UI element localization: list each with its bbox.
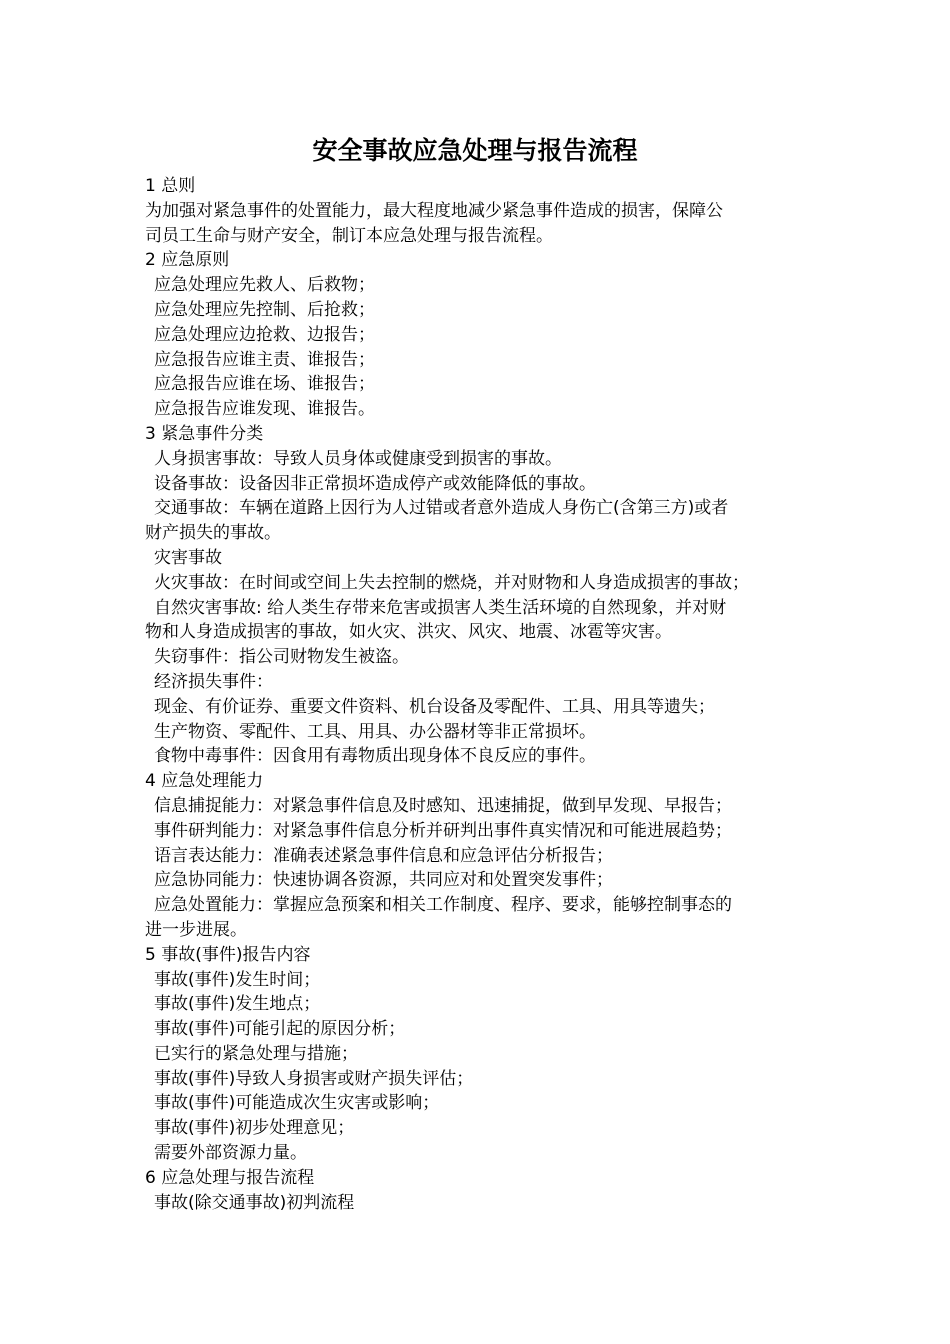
text-line: 1 总则 [145, 176, 196, 196]
text-line: 事故(事件)发生地点； [154, 994, 321, 1015]
text-line: 应急处置能力：掌握应急预案和相关工作制度、程序、要求，能够控制事态的 [154, 895, 732, 916]
text-line: 事故(事件)发生时间； [154, 969, 321, 990]
text-line: 事故(事件)导致人身损害或财产损失评估； [154, 1068, 474, 1089]
text-line: 6 应急处理与报告流程 [145, 1167, 315, 1188]
text-line: 事故(事件)可能引起的原因分析； [154, 1019, 406, 1040]
text-line: 经济损失事件： [154, 671, 273, 692]
text-line: 事故(事件)可能造成次生灾害或影响； [154, 1093, 440, 1114]
text-line: 应急报告应谁发现、谁报告。 [154, 399, 375, 420]
text-line: 应急处理应边抢救、边报告； [154, 324, 375, 345]
text-line: 应急处理应先救人、后救物； [154, 275, 375, 296]
text-line: 已实行的紧急处理与措施； [154, 1043, 358, 1064]
text-line: 需要外部资源力量。 [154, 1143, 307, 1164]
text-line: 自然灾害事故: 给人类生存带来危害或损害人类生活环境的自然现象，并对财 [154, 597, 727, 618]
text-line: 火灾事故：在时间或空间上失去控制的燃烧，并对财物和人身造成损害的事故； [154, 572, 749, 593]
text-line: 事故(事件)初步处理意见； [154, 1118, 355, 1139]
text-line: 事故(除交通事故)初判流程 [154, 1192, 355, 1213]
text-line: 应急协同能力：快速协调各资源，共同应对和处置突发事件； [154, 870, 613, 891]
text-line: 设备事故：设备因非正常损坏造成停产或效能降低的事故。 [154, 473, 596, 494]
text-line: 现金、有价证券、重要文件资料、机台设备及零配件、工具、用具等遗失； [154, 696, 715, 717]
text-line: 信息捕捉能力：对紧急事件信息及时感知、迅速捕捉，做到早发现、早报告； [154, 795, 732, 816]
text-line: 为加强对紧急事件的处置能力，最大程度地减少紧急事件造成的损害，保障公 [145, 200, 723, 221]
text-line: 食物中毒事件：因食用有毒物质出现身体不良反应的事件。 [154, 746, 596, 767]
document-title: 安全事故应急处理与报告流程 [312, 136, 638, 165]
text-line: 2 应急原则 [145, 250, 230, 271]
text-line: 交通事故：车辆在道路上因行为人过错或者意外造成人身伤亡(含第三方)或者 [154, 498, 729, 519]
text-line: 应急报告应谁在场、谁报告； [154, 374, 375, 395]
text-line: 语言表达能力：准确表述紧急事件信息和应急评估分析报告； [154, 845, 613, 866]
text-line: 人身损害事故：导致人员身体或健康受到损害的事故。 [154, 448, 562, 469]
text-line: 财产损失的事故。 [145, 523, 281, 544]
text-line: 进一步进展。 [145, 919, 247, 940]
text-line: 失窃事件：指公司财物发生被盗。 [154, 647, 409, 668]
text-line: 物和人身造成损害的事故，如火灾、洪灾、风灾、地震、冰雹等灾害。 [145, 622, 672, 643]
text-line: 4 应急处理能力 [145, 771, 264, 792]
document-body [145, 174, 815, 1215]
text-line: 灾害事故 [154, 547, 222, 568]
text-line: 司员工生命与财产安全，制订本应急处理与报告流程。 [145, 225, 553, 246]
text-line: 事件研判能力：对紧急事件信息分析并研判出事件真实情况和可能进展趋势； [154, 820, 732, 841]
text-line: 3 紧急事件分类 [145, 423, 264, 444]
text-line: 应急处理应先控制、后抢救； [154, 299, 375, 320]
text-line: 应急报告应谁主责、谁报告； [154, 349, 375, 370]
text-line: 5 事故(事件)报告内容 [145, 944, 311, 965]
text-line: 生产物资、零配件、工具、用具、办公器材等非正常损坏。 [154, 721, 596, 742]
